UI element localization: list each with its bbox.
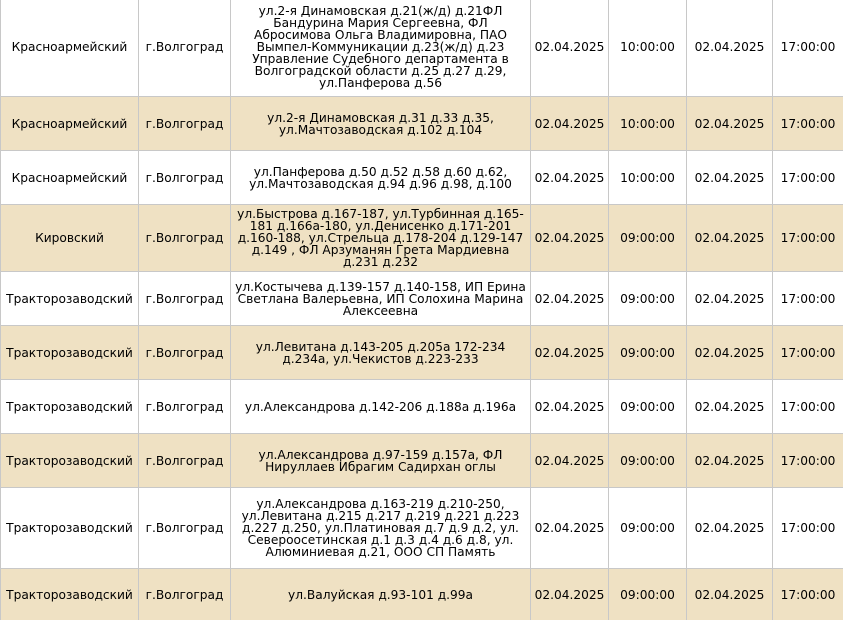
start-date-cell: 02.04.2025 [531, 97, 609, 151]
city-cell: г.Волгоград [139, 434, 231, 488]
city-cell: г.Волгоград [139, 0, 231, 97]
start-date-cell: 02.04.2025 [531, 326, 609, 380]
end-date-cell: 02.04.2025 [687, 326, 773, 380]
table-row [1, 97, 843, 151]
end-time-cell: 17:00:00 [773, 380, 843, 434]
address-cell: ул.Костычева д.139-157 д.140-158, ИП Ерина Светлана Валерьевна, ИП Солохина Марина Алексеевна [231, 272, 531, 326]
district-cell: Тракторозаводский [1, 434, 139, 488]
table-row [1, 569, 843, 620]
start-date-cell: 02.04.2025 [531, 0, 609, 97]
city-cell: г.Волгоград [139, 380, 231, 434]
start-time-cell: 10:00:00 [609, 97, 687, 151]
start-time-cell: 09:00:00 [609, 488, 687, 569]
table-row [1, 151, 843, 205]
city-cell: г.Волгоград [139, 272, 231, 326]
end-time-cell: 17:00:00 [773, 272, 843, 326]
end-time-cell: 17:00:00 [773, 0, 843, 97]
district-cell: Красноармейский [1, 0, 139, 97]
end-time-cell: 17:00:00 [773, 97, 843, 151]
city-cell: г.Волгоград [139, 205, 231, 272]
table-row [1, 380, 843, 434]
district-cell: Красноармейский [1, 151, 139, 205]
end-date-cell: 02.04.2025 [687, 151, 773, 205]
start-time-cell: 09:00:00 [609, 205, 687, 272]
address-cell: ул.Левитана д.143-205 д.205а 172-234 д.234а, ул.Чекистов д.223-233 [231, 326, 531, 380]
end-date-cell: 02.04.2025 [687, 272, 773, 326]
district-cell: Тракторозаводский [1, 380, 139, 434]
table-row [1, 0, 843, 97]
start-time-cell: 09:00:00 [609, 569, 687, 620]
end-time-cell: 17:00:00 [773, 569, 843, 620]
address-cell: ул.Панферова д.50 д.52 д.58 д.60 д.62, ул.Мачтозаводская д.94 д.96 д.98, д.100 [231, 151, 531, 205]
city-cell: г.Волгоград [139, 97, 231, 151]
table-row [1, 272, 843, 326]
end-date-cell: 02.04.2025 [687, 380, 773, 434]
address-cell: ул.Александрова д.142-206 д.188а д.196а [231, 380, 531, 434]
end-time-cell: 17:00:00 [773, 434, 843, 488]
table-row [1, 488, 843, 569]
end-time-cell: 17:00:00 [773, 326, 843, 380]
district-cell: Тракторозаводский [1, 569, 139, 620]
address-cell: ул.Валуйская д.93-101 д.99а [231, 569, 531, 620]
end-date-cell: 02.04.2025 [687, 205, 773, 272]
address-cell: ул.2-я Динамовская д.21(ж/д) д.21ФЛ Бандурина Мария Сергеевна, ФЛ Абросимова Ольга Владимировна, ПАО Вымпел-Коммуникации д.23(ж/д) д.23 Управление Судебного департамента в Волгоградской области д.25 д.27 д.29, ул.Панферова д.56 [231, 0, 531, 97]
end-time-cell: 17:00:00 [773, 488, 843, 569]
city-cell: г.Волгоград [139, 151, 231, 205]
start-time-cell: 09:00:00 [609, 380, 687, 434]
start-date-cell: 02.04.2025 [531, 434, 609, 488]
address-cell: ул.2-я Динамовская д.31 д.33 д.35, ул.Мачтозаводская д.102 д.104 [231, 97, 531, 151]
start-date-cell: 02.04.2025 [531, 205, 609, 272]
end-date-cell: 02.04.2025 [687, 97, 773, 151]
city-cell: г.Волгоград [139, 488, 231, 569]
address-cell: ул.Александрова д.163-219 д.210-250, ул.Левитана д.215 д.217 д.219 д.221 д.223 д.227 д.250, ул.Платиновая д.7 д.9 д.2, ул. Североосетинская д.1 д.3 д.4 д.6 д.8, ул. Алюминиевая д.21, ООО СП Память [231, 488, 531, 569]
start-time-cell: 10:00:00 [609, 0, 687, 97]
end-time-cell: 17:00:00 [773, 205, 843, 272]
start-date-cell: 02.04.2025 [531, 272, 609, 326]
district-cell: Кировский [1, 205, 139, 272]
district-cell: Красноармейский [1, 97, 139, 151]
start-time-cell: 09:00:00 [609, 272, 687, 326]
table-row [1, 434, 843, 488]
end-date-cell: 02.04.2025 [687, 569, 773, 620]
start-time-cell: 09:00:00 [609, 326, 687, 380]
end-time-cell: 17:00:00 [773, 151, 843, 205]
district-cell: Тракторозаводский [1, 488, 139, 569]
end-date-cell: 02.04.2025 [687, 488, 773, 569]
address-cell: ул.Быстрова д.167-187, ул.Турбинная д.165-181 д.166а-180, ул.Денисенко д.171-201 д.160-188, ул.Стрельца д.178-204 д.129-147 д.149 , ФЛ Арзуманян Грета Мардиевна д.231 д.232 [231, 205, 531, 272]
city-cell: г.Волгоград [139, 569, 231, 620]
start-date-cell: 02.04.2025 [531, 569, 609, 620]
end-date-cell: 02.04.2025 [687, 434, 773, 488]
start-date-cell: 02.04.2025 [531, 380, 609, 434]
district-cell: Тракторозаводский [1, 272, 139, 326]
start-date-cell: 02.04.2025 [531, 151, 609, 205]
start-time-cell: 09:00:00 [609, 434, 687, 488]
table-row [1, 205, 843, 272]
start-date-cell: 02.04.2025 [531, 488, 609, 569]
city-cell: г.Волгоград [139, 326, 231, 380]
table-row [1, 326, 843, 380]
address-cell: ул.Александрова д.97-159 д.157а, ФЛ Нируллаев Ибрагим Садирхан оглы [231, 434, 531, 488]
start-time-cell: 10:00:00 [609, 151, 687, 205]
end-date-cell: 02.04.2025 [687, 0, 773, 97]
district-cell: Тракторозаводский [1, 326, 139, 380]
